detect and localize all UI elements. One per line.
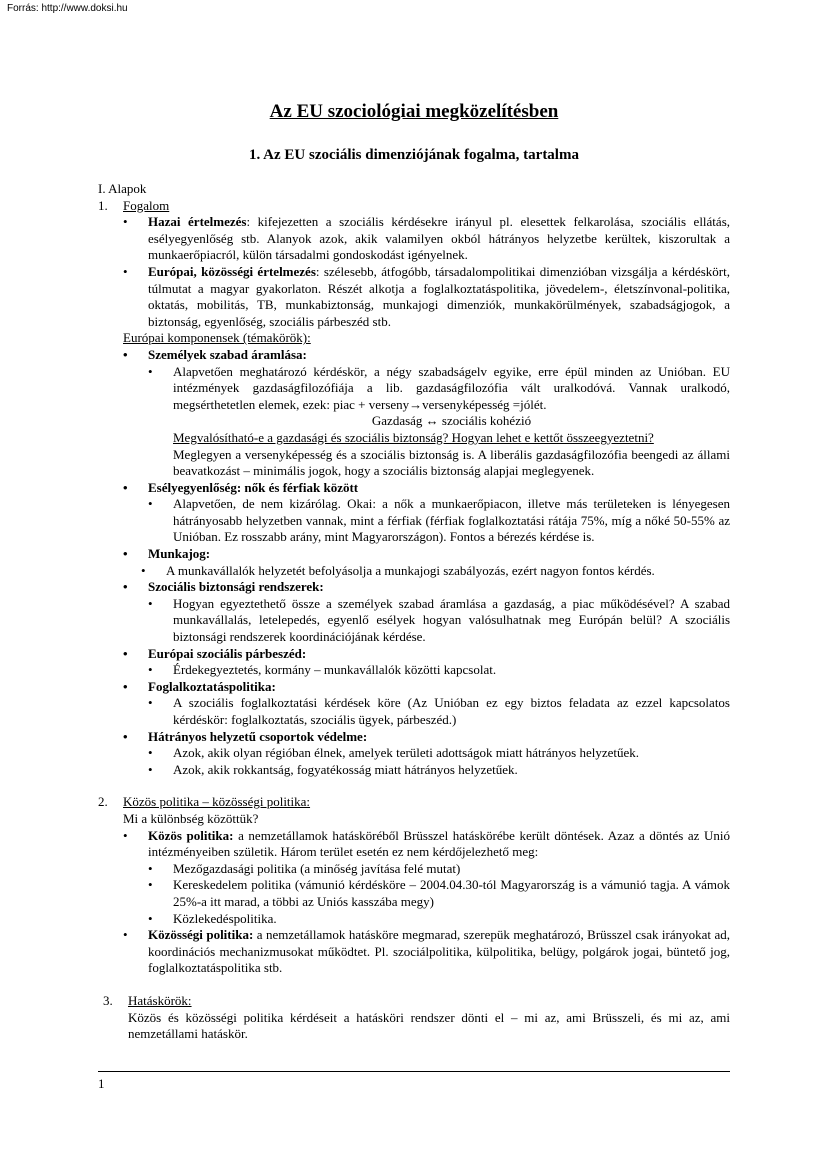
s1-heading-row [98,198,730,215]
kozos-item-text: Közlekedéspolitika. [173,910,277,926]
topic-title: Munkajog: [148,546,211,562]
topic-title: Foglalkoztatáspolitika: [148,678,276,694]
bullet-icon: • [123,827,128,843]
bullet-icon: • [148,695,153,711]
bullet-icon: • [123,927,128,943]
s2-heading-row [98,794,730,811]
topic-title: Szociális biztonsági rendszerek: [148,579,324,595]
bullet-icon: • [123,546,128,562]
topic-title: Európai szociális párbeszéd: [148,645,307,661]
bullet-icon: • [123,645,128,661]
components-heading: Európai komponensek (témakörök): [123,330,311,346]
s3-heading-row [98,993,730,1010]
bullet-icon: • [148,745,153,761]
bullet-icon: • [148,910,153,926]
esely-text [148,496,730,546]
section-label: I. Alapok [98,181,147,196]
s3-heading: Hatáskörök: [128,992,192,1008]
hatr-item [148,745,730,762]
source-note: Forrás: http://www.doksi.hu [7,3,128,14]
s1-heading: Fogalom [123,197,170,213]
europai-term: Európai, közösségi értelmezés [148,263,316,279]
footer-divider [98,1071,730,1072]
topic-title: Hátrányos helyzetű csoportok védelme: [148,728,368,744]
topic-foglalkoztatas [123,678,730,696]
key-question: Megvalósítható-e a gazdasági és szociális biztonság? Hogyan lehet e kettőt összeegyeztetni? [173,429,654,445]
kozos-item [148,910,730,928]
fogl-body: A szociális foglalkoztatási kérdések köre (Az Unióban ez egy biztos feladata az ezzel kapcsolatos kérdéskör: foglalkoztatás, szociális ügyek, párbeszéd.) [173,695,730,727]
topic-title: Személyek szabad áramlása: [148,346,307,362]
document-title: Az EU szociológiai megközelítésben [269,101,559,122]
bullet-icon: • [123,479,128,495]
bullet-icon: • [148,877,153,893]
topic-parbeszed [123,645,730,663]
bullet-icon: • [123,346,128,362]
bullet-icon: • [148,761,153,777]
bullet-icon: • [148,363,153,379]
topic-hatranyos [123,728,730,746]
topic-munkajog [123,546,730,563]
s2-question: Mi a különbség közöttük? [123,810,259,826]
bullet-kozossegi-politika [123,927,730,977]
szoc-body: Hogyan egyeztethető össze a személyek szabad áramlása a gazdaság, a piac működésével? A szabad munkavállalás, letelepedés, egyenlő esélyek hogyan valósulhatnak meg Európán belül? A szociális biztonsági rendszerek koordinációjának kérdése. [173,595,730,645]
kozos-item [148,860,730,878]
kozos-item [148,877,730,910]
section-subtitle: 1. Az EU szociális dimenziójának fogalma, tartalma [249,147,579,163]
bullet-icon: • [123,263,128,279]
bullet-icon: • [141,562,146,578]
kozos-item-text: Kereskedelem politika (vámunió kérdésköre – 2004.04.30-tól Magyarország is a vámunió tagja. A vámok 25%-a itt marad, a többi az Uniós kasszába megy) [173,877,730,909]
kozossegi-term: Közösségi politika: [148,927,254,943]
parb-body: Érdekegyeztetés, kormány – munkavállalók közötti kapcsolat. [173,662,497,678]
hatr-item-text: Azok, akik olyan régióban élnek, amelyek területi adottságok miatt hátrányos helyzetűek. [173,745,640,761]
bullet-kozos-politika [123,827,730,861]
hatr-item [148,761,730,779]
szabad-body: Alapvetően meghatározó kérdéskör, a négy szabadságelv egyike, erre épül minden az Unióban. EU intézmények gazdaságfilozófiája a lib. gazdaságfilozófia vált uralkodóvá. Vannak uralkodó, megsérthetetlen elemek, ezek: piac + verseny→versenyképesség =jólét. [173,363,730,412]
kozos-term: Közös politika: [148,827,234,843]
bullet-icon: • [148,860,153,876]
s2-number: 2. [98,794,108,810]
bullet-icon: • [148,662,153,678]
szoc-text [148,595,730,646]
key-answer: Meglegyen a versenyképesség és a szociális biztonság is. A liberális gazdaságfilozófia beengedi az állami beavatkozást – minimális jogok, hogy a szociális biztonság alapjai meglegyenek. [173,446,730,479]
szabad-text [148,363,730,414]
bullet-icon: • [123,214,128,230]
munkajog-text [141,562,730,580]
bullet-hazai [123,214,731,264]
hatr-item-text: Azok, akik rokkantság, fogyatékosság miatt hátrányos helyzetűek. [173,761,518,777]
kozos-text: a nemzetállamok hatásköréből Brüsszel hatáskörébe került döntések. Azaz a döntés az Unió intézményeiben születik. Három terület esetén ez nem kérdőjelezhető meg: [148,827,730,860]
document-body [98,101,730,1043]
s2-heading: Közös politika – közösségi politika: [123,794,311,810]
topic-eselyegyenloseg [123,479,730,497]
munkajog-body: A munkavállalók helyzetét befolyásolja a munkajogi szabályozás, ezért nagyon fontos kérdés. [166,562,655,578]
bullet-icon: • [123,579,128,595]
kozossegi-text: a nemzetállamok hatásköre megmarad, szerepük meghatározó, Brüsszel csak irányokat ad, koordinációs mechanizmusokat működtet. Pl. szociálpolitika, külpolitika, belügy, polgárok jogai, büntető jog, foglalkoztatáspolitika stb. [148,927,730,976]
s3-number: 3. [103,992,113,1008]
page-number: 1 [98,1076,105,1091]
kozos-item-text: Mezőgazdasági politika (a minőség javítása felé mutat) [173,860,461,876]
hazai-text: : kifejezetten a szociális kérdésekre irányul pl. elesettek felkarolása, szociális ellátás, esélyegyenlőség stb. Alanyok azok, akik valamilyen okból hátrányos helyzetbe kerültek, kiszorultak a munkaerőpiacról, külön társadalmi gondoskodást igényelnek. [148,214,731,263]
topic-szabad-aramlas [123,346,730,364]
s3-text: Közös és közösségi politika kérdéseit a hatásköri rendszer dönti el – mi az, ami Brüsszeli, és mi az, ami nemzetállami hatáskör. [128,1009,730,1042]
parb-text [148,662,730,679]
s1-number: 1. [98,197,108,213]
topic-szocialis-biztonsag [123,579,730,596]
bullet-europai [123,263,730,330]
gazdasag-line: Gazdaság ↔ szociális kohézió [371,413,532,429]
esely-body: Alapvetően, de nem kizárólag. Okai: a nők a munkaerőpiacon, illetve más területeken is lényegesen hátrányosabb helyzetben vannak, mint a férfiak (férfiak foglalkoztatási rátája 75%, míg a nőké 50-55% az Unióban. Ez rosszabb arány, mint Magyarországon). Fontos a bérezés kérdése is. [173,496,730,545]
topic-title: Esélyegyenlőség: nők és férfiak között [148,479,359,495]
europai-text: : szélesebb, átfogóbb, társadalompolitikai dimenzióban vizsgálja a kérdéskört, túlmutat a magyar gyakorlaton. Részét alkotja a foglalkoztatáspolitika, jövedelem-, életszínvonal-politika, oktatás, mobilitás, TB, munkabiztonság, munkajogi dimenziók, munkakörülmények, szabadságjogok, a biztonság, egyenlőség, szociális párbeszéd stb. [148,263,730,329]
bullet-icon: • [123,678,128,694]
bullet-icon: • [148,496,153,512]
bullet-icon: • [148,595,153,611]
fogl-text [148,695,730,728]
hazai-term: Hazai értelmezés [148,214,247,230]
bullet-icon: • [123,728,128,744]
